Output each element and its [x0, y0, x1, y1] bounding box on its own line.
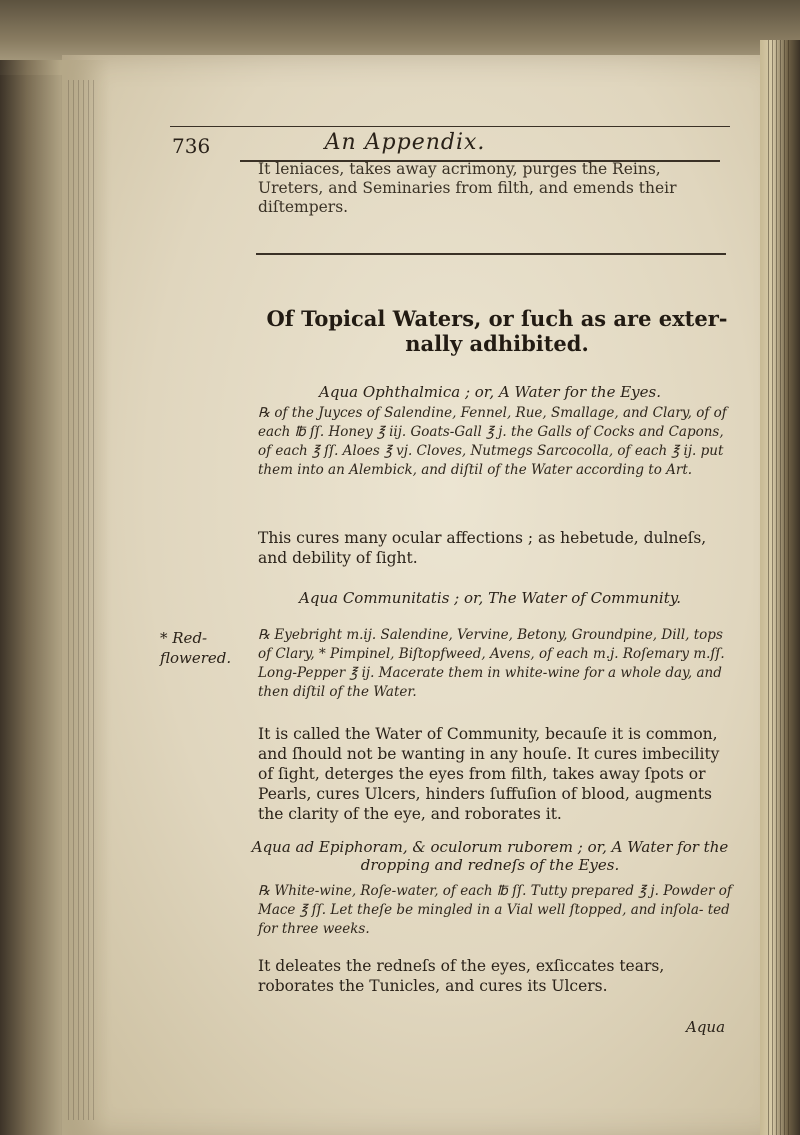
- section-divider: [256, 253, 726, 255]
- entry-recipe: ℞ of the Juyces of Salendine, Fennel, Rue, Smallage, and Clary, of of each ℔ ſſ. Honey ℥ iij. Goats-Gall ℥ j. the Galls of Cocks and Capons, of each ℥ ſſ. Aloes ℥ vj. Cloves, Nutmegs Sarcocolla, of each ℥ ij. put them into an Alembick, and diſtil of the Water according to Art.: [258, 405, 727, 478]
- margin-note: * Red- flowered.: [160, 629, 232, 667]
- page-number: 736: [172, 134, 211, 158]
- catchword: Aqua: [686, 1018, 726, 1036]
- entry-recipe: ℞ White-wine, Roſe-water, of each ℔ ſſ. Tutty prepared ℥ j. Powder of Mace ℥ ſſ. Let theſe be mingled in a Vial well ſtopped, and inſola- ted for three weeks.: [258, 883, 732, 937]
- entry-heading: Aqua ad Epiphoram, & oculorum ruborem ; or, A Water for the dropping and redneſs of the Eyes.: [251, 838, 729, 874]
- entry-heading: Aqua Communitatis ; or, The Water of Community.: [299, 589, 681, 607]
- entry-recipe: ℞ Eyebright m.ij. Salendine, Vervine, Betony, Groundpine, Dill, tops of Clary, * Pimpinel, Biſtopfweed, Avens, of each m.j. Roſemary m.ſſ. Long-Pepper ℥ ij. Macerate them in white-wine for a whole day, and then diſtil of the Water.: [258, 627, 725, 700]
- entry-text: It is called the Water of Community, becauſe it is common, and ſhould not be wanting in any houſe. It cures imbecility of ſight, deterges the eyes from filth, takes away ſpots or Pearls, cures Ulcers, hinders ſuffuſion of blood, augments the clarity of the eye, and roborates it.: [258, 725, 720, 823]
- intro-paragraph: It leniaces, takes away acrimony, purges the Reins, Ureters, and Seminaries from filth, and emends their diſtempers.: [258, 160, 677, 216]
- header-rule-top: [170, 126, 730, 127]
- entry-text: This cures many ocular affections ; as hebetude, dulneſs, and debility of ſight.: [258, 529, 707, 567]
- section-title: Of Topical Waters, or ſuch as are exter- nally adhibited.: [266, 306, 728, 356]
- running-head: An Appendix.: [324, 130, 486, 155]
- entry-heading: Aqua Ophthalmica ; or, A Water for the Eyes.: [319, 383, 661, 401]
- entry-text: It deleates the redneſs of the eyes, exſiccates tears, roborates the Tunicles, and cures its Ulcers.: [258, 957, 665, 995]
